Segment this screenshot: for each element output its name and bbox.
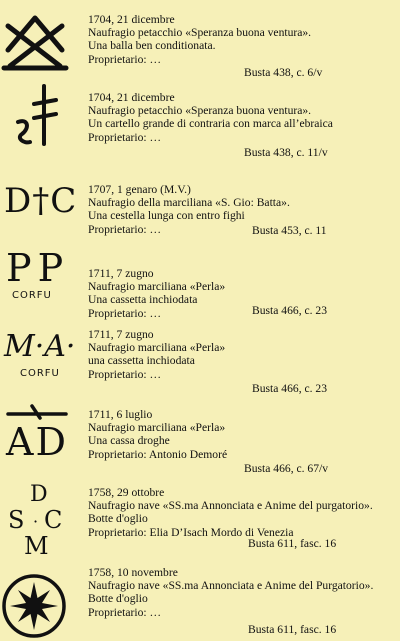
entry-event: Naufragio petacchio «Speranza buona ventura». bbox=[88, 104, 312, 118]
entry-5 bbox=[0, 322, 400, 400]
entry-owner: Proprietario: … bbox=[88, 52, 162, 66]
entry-3 bbox=[0, 160, 400, 240]
entry-item: Botte d'oglio bbox=[88, 592, 148, 606]
entry-text bbox=[88, 328, 388, 381]
entry-item: Una balla ben conditionata. bbox=[88, 39, 216, 53]
entry-owner: Proprietario: … bbox=[88, 605, 162, 619]
entry-4 bbox=[0, 240, 400, 322]
entry-owner: Proprietario: … bbox=[88, 222, 162, 236]
entry-2 bbox=[0, 80, 400, 160]
entry-event: Naufragio marciliana «Perla» bbox=[88, 280, 226, 294]
entry-text bbox=[88, 486, 388, 539]
entry-owner: Proprietario: … bbox=[88, 367, 162, 381]
entry-item: una cassetta inchiodata bbox=[88, 354, 195, 368]
ad-mark-icon: AD bbox=[0, 404, 78, 476]
entry-text bbox=[88, 91, 388, 144]
dscm-mark-icon: D S · C M bbox=[8, 482, 63, 560]
entry-8 bbox=[0, 566, 400, 641]
entry-ref: Busta 466, c. 23 bbox=[252, 382, 328, 395]
entry-ref: Busta 453, c. 11 bbox=[252, 224, 327, 237]
entry-event: Naufragio marciliana «Perla» bbox=[88, 421, 226, 435]
entry-item: Un cartello grande di contraria con marca all’ebraica bbox=[88, 117, 333, 131]
entry-ref: Busta 438, c. 11/v bbox=[244, 146, 328, 159]
crossed-chevron-mark-icon bbox=[0, 4, 78, 74]
entry-date: 1711, 7 zugno bbox=[88, 267, 154, 280]
entry-date: 1704, 21 dicembre bbox=[88, 13, 175, 26]
entry-item: Una cestella lunga con entro fighi bbox=[88, 209, 245, 223]
entry-item: Una cassetta inchiodata bbox=[88, 293, 198, 307]
hebrew-letter-mark-icon bbox=[0, 82, 78, 158]
entry-date: 1758, 10 novembre bbox=[88, 566, 178, 579]
entry-event: Naufragio della marciliana «S. Gio: Batta». bbox=[88, 196, 290, 210]
entry-owner: Proprietario: Antonio Demoré bbox=[88, 447, 228, 461]
entry-text bbox=[88, 267, 388, 320]
entry-event: Naufragio petacchio «Speranza buona ventura». bbox=[88, 26, 312, 40]
entry-text bbox=[88, 183, 388, 236]
dtc-mark-icon: D†C bbox=[4, 181, 78, 221]
entry-6 bbox=[0, 400, 400, 480]
entry-owner: Proprietario: Elia D’Isach Mordo di Venezia bbox=[88, 525, 294, 539]
entry-event: Naufragio marciliana «Perla» bbox=[88, 341, 226, 355]
entry-date: 1758, 29 ottobre bbox=[88, 486, 165, 499]
entry-ref: Busta 611, fasc. 16 bbox=[248, 623, 337, 636]
entry-text bbox=[88, 566, 388, 619]
entry-event: Naufragio nave «SS.ma Annonciata e Anime del purgatorio». bbox=[88, 499, 373, 513]
entry-ref: Busta 438, c. 6/v bbox=[244, 66, 323, 79]
pp-corfu-mark-icon: PP CORFU bbox=[6, 246, 70, 301]
entry-date: 1711, 7 zugno bbox=[88, 328, 154, 341]
entry-ref: Busta 466, c. 67/v bbox=[244, 462, 329, 475]
entry-date: 1704, 21 dicembre bbox=[88, 91, 175, 104]
entry-owner: Proprietario: … bbox=[88, 130, 162, 144]
ma-corfu-mark-icon: M·A· CORFU bbox=[4, 329, 76, 379]
entry-7 bbox=[0, 480, 400, 566]
entry-item: Botte d'oglio bbox=[88, 512, 148, 526]
entry-ref: Busta 611, fasc. 16 bbox=[248, 537, 337, 550]
entry-text bbox=[88, 408, 388, 461]
entry-1 bbox=[0, 0, 400, 78]
entry-date: 1707, 1 genaro (M.V.) bbox=[88, 183, 191, 196]
entry-text bbox=[88, 13, 388, 66]
entry-item: Una cassa droghe bbox=[88, 434, 170, 448]
entry-owner: Proprietario: … bbox=[88, 306, 162, 320]
entry-date: 1711, 6 luglio bbox=[88, 408, 153, 421]
entry-ref: Busta 466, c. 23 bbox=[252, 304, 328, 317]
star-circle-mark-icon bbox=[0, 568, 78, 640]
entry-event: Naufragio nave «SS.ma Annonciata e Anime del Purgatorio». bbox=[88, 579, 374, 593]
